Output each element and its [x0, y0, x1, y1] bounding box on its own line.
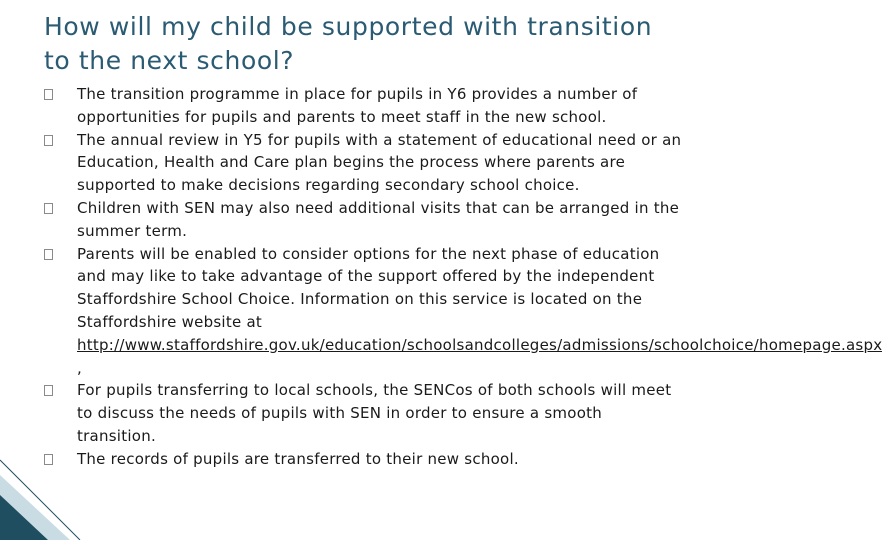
corner-decoration [0, 450, 80, 540]
page-title: How will my child be supported with transition to the next school? [44, 12, 653, 75]
bullet-text-tail: , [77, 358, 83, 377]
list-item [44, 197, 684, 243]
list-item [44, 129, 684, 197]
square-bullet-icon [44, 135, 53, 146]
staffordshire-website-link[interactable]: http://www.staffordshire.gov.uk/education/schoolsandcolleges/admissions/schoolchoice/homepage.aspx [77, 335, 882, 354]
square-bullet-icon [44, 89, 53, 100]
square-bullet-icon [44, 249, 53, 260]
list-item [44, 83, 684, 129]
bullet-text: Children with SEN may also need additional visits that can be arranged in the summer term. [77, 198, 680, 240]
bullet-list [44, 83, 882, 471]
square-bullet-icon [44, 203, 53, 214]
list-item [44, 448, 684, 471]
list-item [44, 379, 684, 447]
bullet-text: The records of pupils are transferred to their new school. [77, 449, 519, 468]
bullet-text: The transition programme in place for pupils in Y6 provides a number of opportunities for pupils and parents to meet staff in the new school. [77, 85, 638, 126]
list-item [44, 243, 882, 380]
bullet-text: Parents will be enabled to consider options for the next phase of education and may like to take advantage of the support offered by the independent Staffordshire School Choice. Information on this service is located on the Staffordshire website at [77, 244, 660, 331]
bullet-text: For pupils transferring to local schools, the SENCos of both schools will meet to discuss the needs of pupils with SEN in order to ensure a smooth transition. [77, 381, 672, 445]
square-bullet-icon [44, 385, 53, 396]
bullet-text: The annual review in Y5 for pupils with a statement of educational need or an Education, Health and Care plan begins the process where parents are supported to make decisions regarding secondary school choice. [77, 130, 682, 195]
